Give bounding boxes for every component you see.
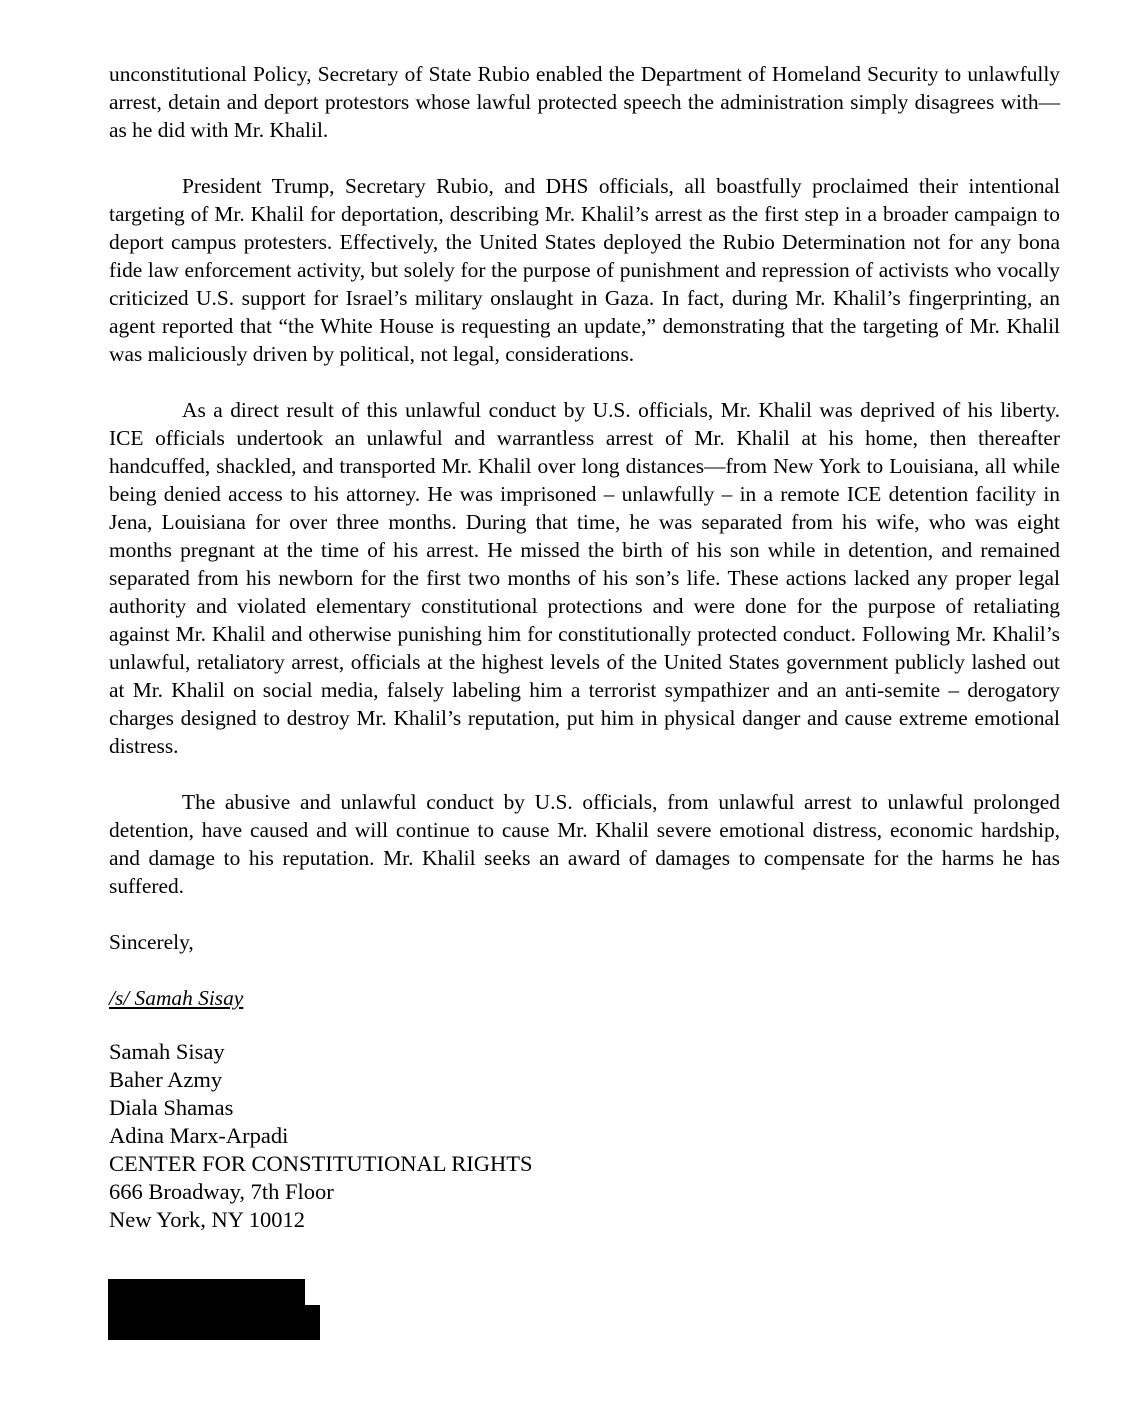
paragraph-policy: unconstitutional Policy, Secretary of State Rubio enabled the Department of Homeland Security to unlawfully arrest, detain and deport protestors whose lawful protected speech the administration simply disagrees with—as he did with Mr. Khalil. bbox=[109, 62, 1060, 142]
paragraph-targeting: President Trump, Secretary Rubio, and DHS officials, all boastfully proclaimed their intentional targeting of Mr. Khalil for deportation, describing Mr. Khalil’s arrest as the first step in a broader campaign to deport campus protesters. Effectively, the United States deployed the Rubio Determination not for any bona fide law enforcement activity, but solely for the purpose of punishment and repression of activists who vocally criticized U.S. support for Israel’s military onslaught in Gaza. In fact, during Mr. Khalil’s fingerprinting, an agent reported that “the White House is requesting an update,” demonstrating that the targeting of Mr. Khalil was maliciously driven by political, not legal, considerations. bbox=[109, 174, 1060, 366]
paragraph-damages: The abusive and unlawful conduct by U.S. officials, from unlawful arrest to unlawful prolonged detention, have caused and will continue to cause Mr. Khalil severe emotional distress, economic hardship, and damage to his reputation. Mr. Khalil seeks an award of damages to compensate for the harms he has suffered. bbox=[109, 790, 1060, 898]
paragraph-unlawful-conduct: As a direct result of this unlawful conduct by U.S. officials, Mr. Khalil was deprived of his liberty. ICE officials undertook an unlawful and warrantless arrest of Mr. Khalil at his home, then thereafter handcuffed, shackled, and transported Mr. Khalil over long distances—from New York to Louisiana, all while being denied access to his attorney. He was imprisoned – unlawfully – in a remote ICE detention facility in Jena, Louisiana for over three months. During that time, he was separated from his wife, who was eight months pregnant at the time of his arrest. He missed the birth of his son while in detention, and remained separated from his newborn for the first two months of his son’s life. These actions lacked any proper legal authority and violated elementary constitutional protections and were done for the purpose of retaliating against Mr. Khalil and otherwise punishing him for constitutionally protected conduct. Following Mr. Khalil’s unlawful, retaliatory arrest, officials at the highest levels of the United States government publicly lashed out at Mr. Khalil on social media, falsely labeling him a terrorist sympathizer and an anti-semite – derogatory charges designed to destroy Mr. Khalil’s reputation, put him in physical danger and cause extreme emotional distress. bbox=[109, 398, 1060, 758]
closing-salutation: Sincerely, bbox=[109, 930, 194, 954]
redaction-notch bbox=[305, 1279, 320, 1305]
electronic-signature: /s/ Samah Sisay bbox=[109, 986, 244, 1010]
redaction-box bbox=[108, 1279, 320, 1340]
signature-block bbox=[109, 1038, 1060, 1234]
signer-name: Diala Shamas bbox=[109, 1095, 234, 1120]
paragraph-spacer bbox=[109, 900, 1060, 928]
address-city: New York, NY 10012 bbox=[109, 1207, 306, 1232]
paragraph-spacer bbox=[109, 368, 1060, 396]
address-street: 666 Broadway, 7th Floor bbox=[109, 1179, 334, 1204]
paragraph-spacer bbox=[109, 144, 1060, 172]
letter-body bbox=[109, 60, 1060, 1234]
signer-name: Adina Marx-Arpadi bbox=[109, 1123, 289, 1148]
signer-name: Samah Sisay bbox=[109, 1039, 225, 1064]
paragraph-spacer bbox=[109, 760, 1060, 788]
paragraph-spacer bbox=[109, 956, 1060, 984]
signer-name: Baher Azmy bbox=[109, 1067, 223, 1092]
organization-name: CENTER FOR CONSTITUTIONAL RIGHTS bbox=[109, 1151, 533, 1176]
